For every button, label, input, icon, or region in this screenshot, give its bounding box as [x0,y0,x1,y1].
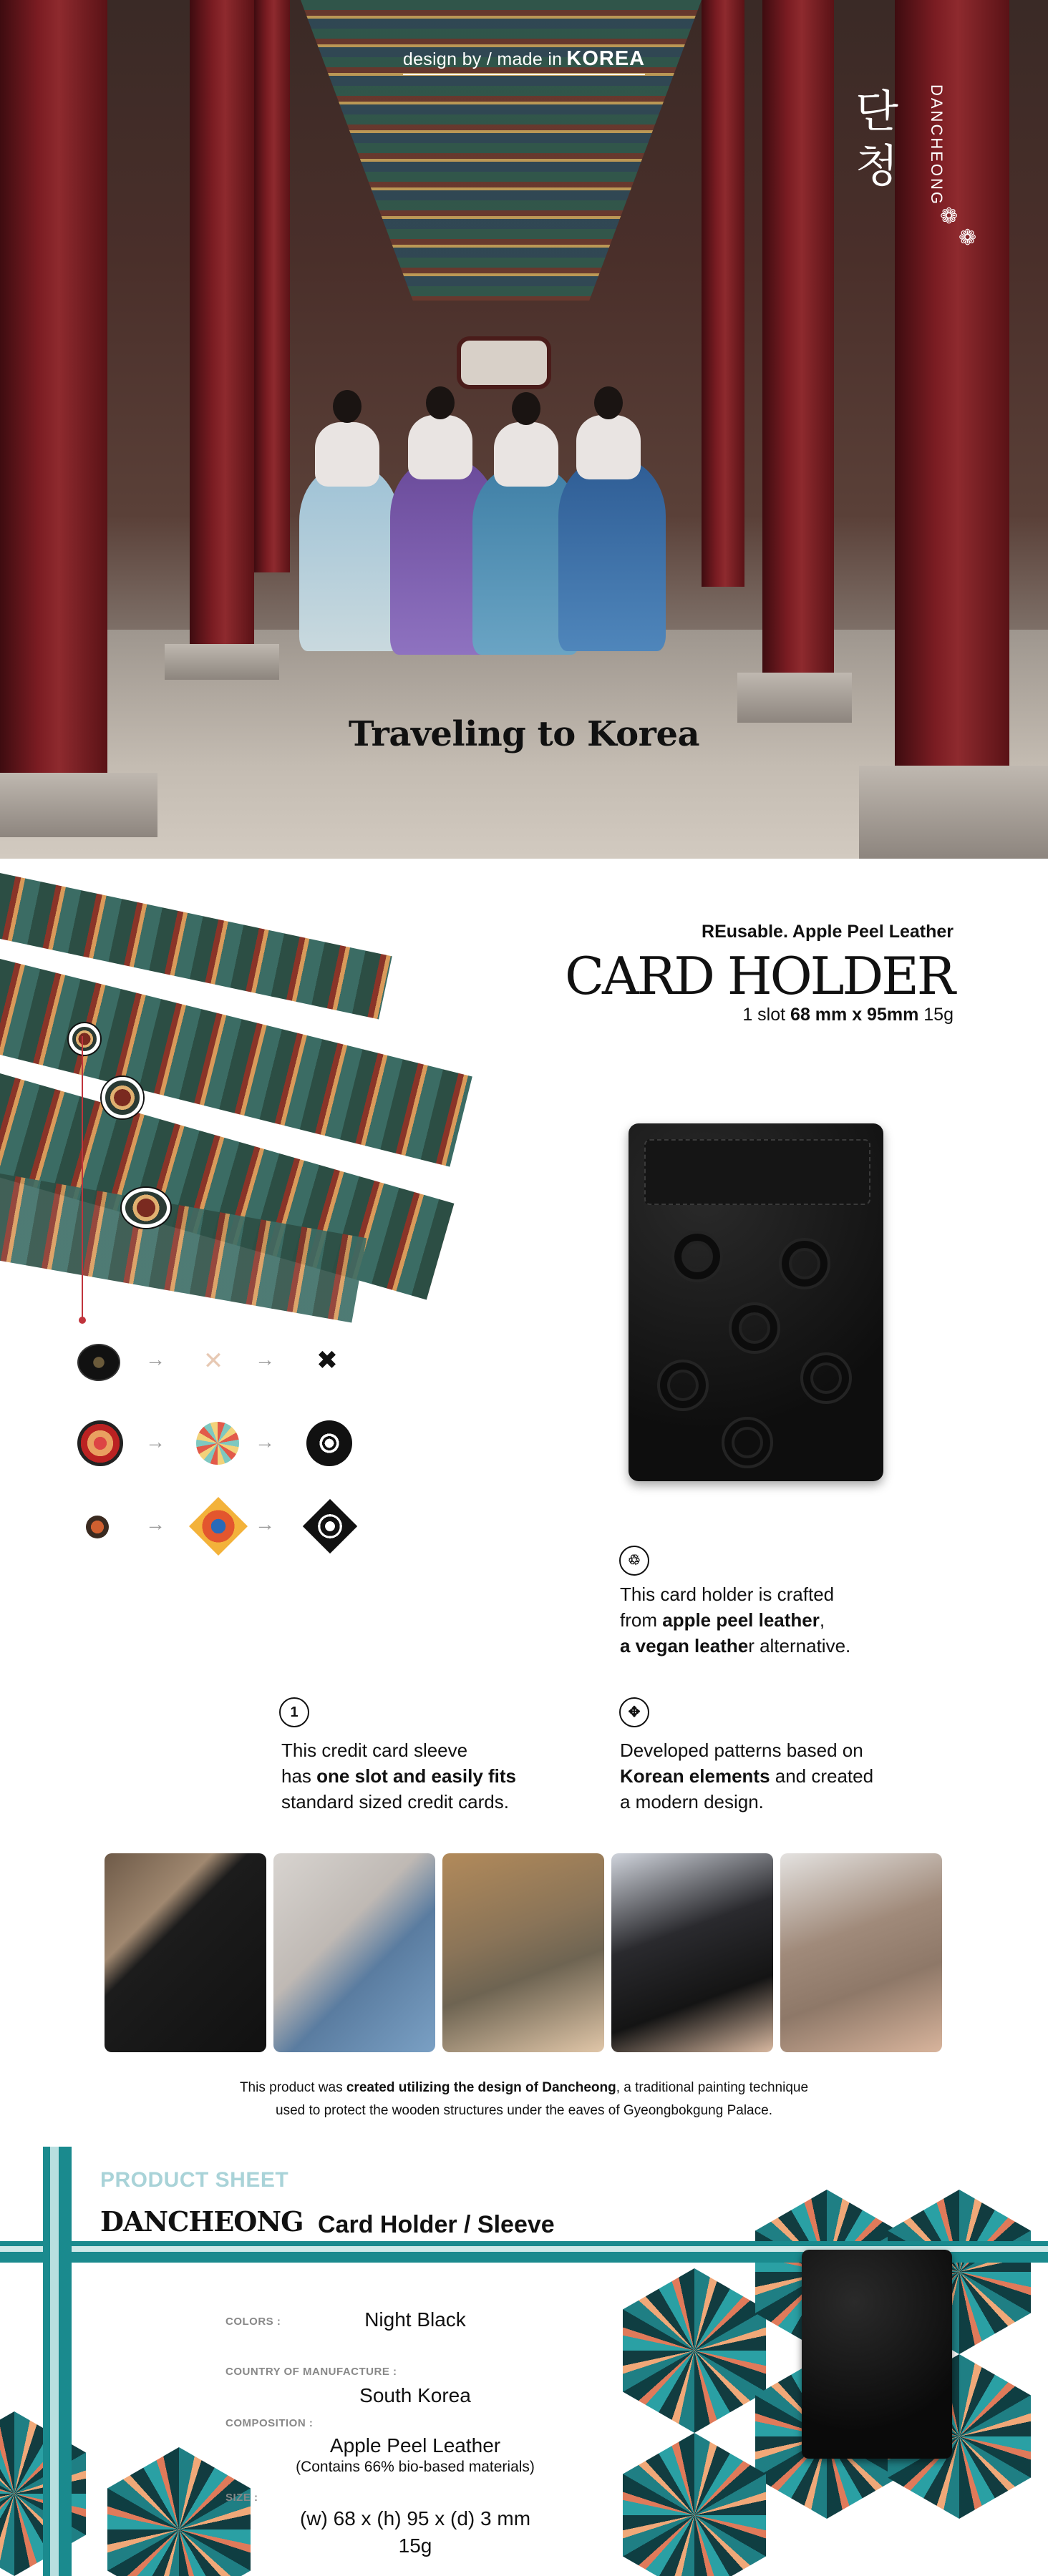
product-sheet-brand: DANCHEONG [100,2205,312,2238]
palace-roof-illustration [0,859,515,1288]
arrow-right-icon: → [145,1513,165,1535]
hero-title: Traveling to Korea [348,714,700,754]
pillar-base [165,644,279,680]
recycle-icon: ♲ [619,1546,649,1576]
motif-photo [77,1344,120,1381]
pillar [190,0,254,658]
card-slot [644,1139,870,1205]
feature-vegan-text: This card holder is crafted from apple peel leather, a vegan leather alternative. [620,1584,851,1657]
gallery-photo[interactable] [105,1853,266,2052]
teal-vertical-band-inner [50,2147,59,2576]
pillar-base [0,773,157,837]
composition-note: (Contains 66% bio-based materials) [296,2459,535,2475]
card-holder-photo-small [802,2250,952,2459]
gallery-photo[interactable] [780,1853,942,2052]
motif-colored [196,1422,239,1465]
feature-slot-text: This credit card sleeve has one slot and easily fits standard sized credit cards. [281,1740,517,1813]
pillar [254,0,290,572]
logo-korean-text: 단 청 [855,85,898,192]
gallery-photo[interactable] [611,1853,773,2052]
weight-value: 15g [398,2534,432,2557]
dancheong-footnote: This product was created utilizing the design of Dancheong, a traditional painting technique used to protect the wooden structures under the eaves of Gyeongbokgung Palace. [239,2080,809,2118]
tagline-prefix: design by / made in [402,49,563,69]
design-made-in-tagline [0,47,1048,75]
gallery-photo[interactable] [442,1853,604,2052]
motif-highlight-circle [102,1077,143,1118]
motif-pattern [303,1499,357,1553]
palace-window [457,336,551,389]
arrow-right-icon: → [255,1430,275,1453]
tagline-country: KOREA [566,47,646,70]
dancheong-hex-pattern [0,2404,243,2576]
country-value: South Korea [359,2384,471,2406]
feature-pattern-text: Developed patterns based on Korean elements and created a modern design. [620,1740,874,1813]
size-value: (w) 68 x (h) 95 x (d) 3 mm [299,2507,531,2529]
motif-evolution-row [77,1338,356,1388]
arrow-right-icon: → [255,1348,275,1370]
product-sheet [0,2147,1048,2576]
leader-line [82,1036,83,1319]
flower-pattern-icon: ❁ ❁ [940,205,977,250]
motif-photo [77,1420,123,1466]
arrow-right-icon: → [255,1513,275,1535]
arrow-right-icon: → [145,1348,165,1370]
number-one-icon: 1 [279,1697,309,1727]
pillar [702,0,744,587]
product-title: CARD HOLDER [564,946,954,1006]
motif-colored: ✕ [203,1347,224,1375]
arrow-right-icon: → [145,1430,165,1453]
spec-weight: 15g [923,1005,954,1025]
composition-label: COMPOSITION : [225,2417,314,2429]
product-sheet-product: Card Holder / Sleeve [312,2211,561,2239]
motif-colored [189,1497,248,1556]
motif-photo [86,1516,109,1538]
product-spec [742,1005,954,1025]
pillar [0,0,107,787]
logo-english-text: DANCHEONG [928,84,946,207]
motif-pattern: ✖ [316,1345,339,1375]
leader-dot [79,1317,86,1324]
composition-value: Apple Peel Leather [329,2434,501,2457]
motif-evolution-row [77,1503,356,1553]
palace-eaves [301,0,702,301]
pillar [762,0,834,680]
product-sheet-label: PRODUCT SHEET [100,2168,289,2192]
card-holder-photo [629,1123,883,1481]
motif-pattern [306,1420,352,1466]
pillar-base [859,766,1048,859]
country-label: COUNTRY OF MANUFACTURE : [225,2366,397,2378]
spec-size: 68 mm x 95mm [790,1005,919,1025]
hero-banner [0,0,1048,859]
motif-evolution-row [77,1420,356,1470]
size-label: SIZE : [225,2492,258,2504]
colors-label: COLORS : [225,2316,281,2328]
spec-slot: 1 slot [742,1005,786,1025]
motif-highlight-circle [122,1188,170,1228]
colors-value: Night Black [364,2308,466,2331]
pattern-icon: ✥ [619,1697,649,1727]
motif-highlight-circle [69,1023,100,1055]
dancheong-logo [855,84,991,270]
gallery-photo[interactable] [273,1853,435,2052]
product-subtitle: REusable. Apple Peel Leather [702,922,954,942]
